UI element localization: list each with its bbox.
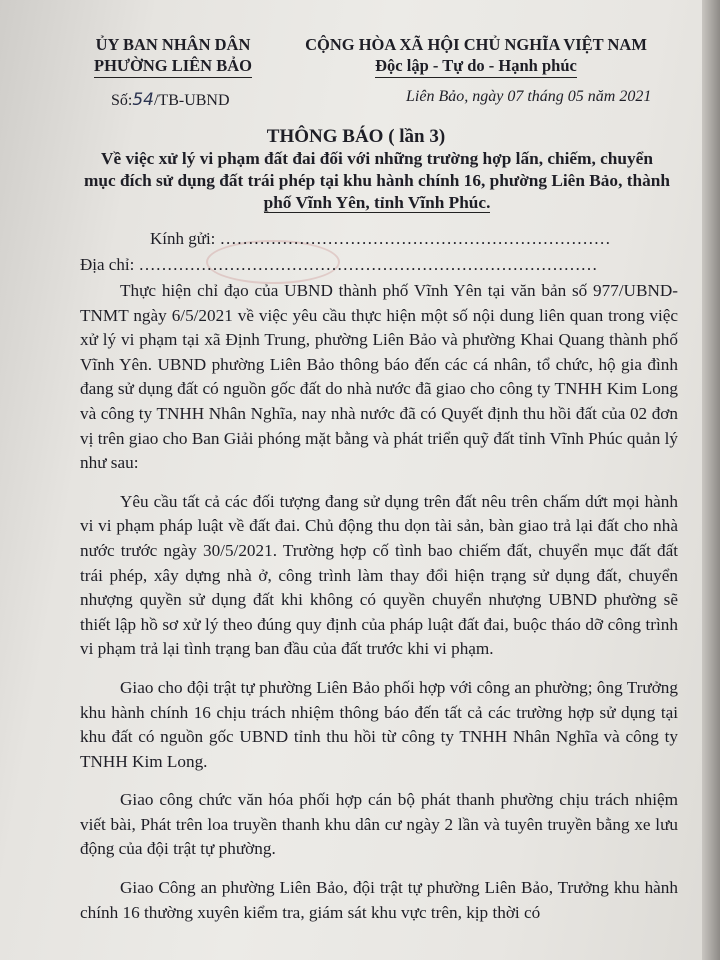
nation-line-1: CỘNG HÒA XÃ HỘI CHỦ NGHĨA VIỆT NAM xyxy=(305,35,647,54)
nation-line-2: Độc lập - Tự do - Hạnh phúc xyxy=(375,55,577,78)
document-title: THÔNG BÁO ( lần 3) xyxy=(266,126,446,147)
national-motto xyxy=(296,34,656,78)
recipient-line: Kính gửi: …………………………………………………………… xyxy=(150,229,611,248)
subject-line-3: phố Vĩnh Yên, tỉnh Vĩnh Phúc. xyxy=(263,193,491,212)
body-paragraph: Giao cho đội trật tự phường Liên Bảo phối hợp với công an phường; ông Trưởng khu hành chính 16 chịu trách nhiệm thông báo đến tất cả các trường hợp sử dụng tại khu đất có nguồn gốc UBND tỉnh thu hồi từ công ty TNHH Nhân Nghĩa và công ty TNHH Kim Long. xyxy=(80,677,678,771)
body-paragraph: Giao công chức văn hóa phối hợp cán bộ phát thanh phường chịu trách nhiệm viết bài, Phát trên loa truyền thanh khu dân cư ngày 2 lần và tuyên truyền bằng xe lưu động của đội trật tự phường. xyxy=(80,790,678,859)
body-paragraph: Giao Công an phường Liên Bảo, đội trật tự phường Liên Bảo, Trưởng khu hành chính 16 thường xuyên kiểm tra, giám sát khu vực trên, kịp thời có xyxy=(80,878,678,922)
document-body xyxy=(80,279,678,939)
address-line: Địa chỉ: ……………………………………………………………………… xyxy=(80,255,598,274)
agency-line-2: PHƯỜNG LIÊN BẢO xyxy=(94,55,252,78)
subject-line-2: mục đích sử dụng đất trái phép tại khu hành chính 16, phường Liên Bảo, thành xyxy=(84,171,670,190)
subject-line-1: Về việc xử lý vi phạm đất đai đối với những trường hợp lấn, chiếm, chuyển xyxy=(101,149,653,168)
body-paragraph: Thực hiện chỉ đạo của UBND thành phố Vĩnh Yên tại văn bản số 977/UBND-TNMT ngày 6/5/2021 về việc yêu cầu thực hiện một số nội dung liên quan trong việc xử lý vi phạm tại xã Định Trung, phường Liên Bảo và phường Khai Quang thành phố Vĩnh Yên. UBND phường Liên Bảo thông báo đến các cá nhân, tổ chức, hộ gia đình đang sử dụng đất có nguồn gốc đất do nhà nước đã giao cho công ty TNHH Kim Long và công ty TNHH Nhân Nghĩa, nay nhà nước đã có Quyết định thu hồi đất của 02 đơn vị trên giao cho Ban Giải phóng mặt bằng và phát triển quỹ đất tỉnh Vĩnh Phúc quản lý như sau: xyxy=(80,281,678,473)
body-paragraph: Yêu cầu tất cả các đối tượng đang sử dụng trên đất nêu trên chấm dứt mọi hành vi vi phạm pháp luật về đất đai. Chủ động thu dọn tài sản, bàn giao trả lại đất cho nhà nước trước ngày 30/5/2021. Trường hợp cố tình bao chiếm đất, chuyển mục đất đất trái phép, xây dựng nhà ở, công trình làm thay đổi hiện trạng sử dụng đất, chuyển nhượng quyền sử dụng đất khi không có quyền chuyển nhượng UBND phường sẽ thiết lập hồ sơ xử lý theo đúng quy định của pháp luật đất đai, buộc tháo dỡ công trình vi phạm trả lại tình trạng ban đầu của đất trước khi vi phạm. xyxy=(80,491,678,659)
place-date: Liên Bảo, ngày 07 tháng 05 năm 2021 xyxy=(406,88,652,105)
page-edge-shadow xyxy=(702,0,720,960)
doc-number-suffix: /TB-UBND xyxy=(153,92,230,109)
document-subject xyxy=(62,148,692,214)
issuing-agency xyxy=(78,34,268,78)
agency-line-1: ỦY BAN NHÂN DÂN xyxy=(95,35,251,54)
doc-number-handwritten: 54 xyxy=(132,90,154,110)
doc-number-prefix: Số: xyxy=(111,92,133,109)
document-number xyxy=(111,90,230,110)
